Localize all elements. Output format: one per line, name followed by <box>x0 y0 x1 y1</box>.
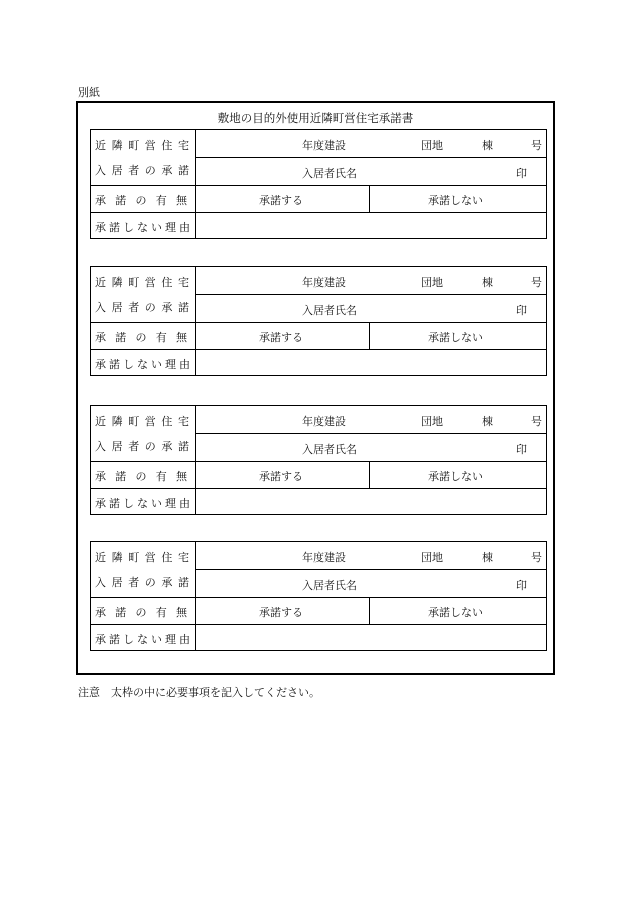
label-char: 無 <box>176 331 187 344</box>
divider <box>195 569 546 570</box>
label-char: 承 <box>95 331 106 344</box>
building-label: 棟 <box>482 139 493 152</box>
label-char: 無 <box>176 606 187 619</box>
number-label: 号 <box>531 415 542 428</box>
label-nearby-housing <box>95 137 189 153</box>
divider <box>91 597 546 598</box>
label-char: 町 <box>128 276 140 289</box>
attachment-label: 別紙 <box>78 86 100 99</box>
seal-label: 印 <box>516 167 527 180</box>
label-char: 者 <box>128 440 140 453</box>
label-char: 住 <box>161 139 173 152</box>
label-resident-consent <box>95 299 189 315</box>
label-char: 隣 <box>111 551 123 564</box>
label-resident-consent <box>95 162 189 178</box>
label-char: 居 <box>111 301 123 314</box>
label-char: 者 <box>128 301 140 314</box>
label-char: 町 <box>128 139 140 152</box>
consent-no-option[interactable]: 承諾しない <box>428 606 483 619</box>
consent-no-option[interactable]: 承諾しない <box>428 331 483 344</box>
label-char: 諾 <box>115 331 127 344</box>
label-char: 承 <box>95 606 106 619</box>
label-char: 宅 <box>177 139 189 152</box>
label-char: の <box>144 440 156 453</box>
divider <box>195 433 546 434</box>
year-built-label: 年度建設 <box>302 551 346 564</box>
divider <box>91 349 546 350</box>
number-label: 号 <box>531 276 542 289</box>
label-resident-consent <box>95 438 189 454</box>
resident-name-label: 入居者氏名 <box>302 304 357 317</box>
instruction-note: 注意 太枠の中に必要事項を記入してください。 <box>78 686 320 699</box>
danchi-label: 団地 <box>421 139 443 152</box>
consent-block <box>90 129 547 239</box>
label-char: の <box>144 576 156 589</box>
label-char: 住 <box>161 415 173 428</box>
label-consent-status <box>95 468 187 484</box>
seal-label: 印 <box>516 579 527 592</box>
label-consent-status <box>95 329 187 345</box>
label-char: の <box>144 301 156 314</box>
label-char: の <box>135 606 147 619</box>
label-char: 宅 <box>177 551 189 564</box>
divider <box>91 624 546 625</box>
number-label: 号 <box>531 139 542 152</box>
consent-yes-option[interactable]: 承諾する <box>259 606 303 619</box>
label-char: 近 <box>95 551 106 564</box>
label-char: 者 <box>128 576 140 589</box>
form-title: 敷地の目的外使用近隣町営住宅承諾書 <box>217 111 414 125</box>
divider <box>91 212 546 213</box>
label-char: 住 <box>161 551 173 564</box>
label-char: 居 <box>111 440 123 453</box>
label-nearby-housing <box>95 549 189 565</box>
label-resident-consent <box>95 574 189 590</box>
divider <box>195 542 196 650</box>
divider <box>369 597 370 624</box>
divider <box>195 406 196 514</box>
label-char: 承 <box>95 470 106 483</box>
label-char: 隣 <box>111 415 123 428</box>
consent-block <box>90 266 547 376</box>
label-char: 営 <box>144 139 156 152</box>
label-char: 承 <box>161 164 173 177</box>
label-char: 無 <box>176 470 187 483</box>
resident-name-label: 入居者氏名 <box>302 579 357 592</box>
consent-no-option[interactable]: 承諾しない <box>428 194 483 207</box>
label-char: 営 <box>144 276 156 289</box>
year-built-label: 年度建設 <box>302 415 346 428</box>
divider <box>91 322 546 323</box>
label-char: 町 <box>128 415 140 428</box>
label-char: 有 <box>155 470 167 483</box>
consent-yes-option[interactable]: 承諾する <box>259 194 303 207</box>
label-char: 諾 <box>115 470 127 483</box>
label-char: 承 <box>161 301 173 314</box>
building-label: 棟 <box>482 415 493 428</box>
danchi-label: 団地 <box>421 551 443 564</box>
label-char: の <box>135 194 147 207</box>
label-char: 入 <box>95 301 106 314</box>
divider <box>195 294 546 295</box>
label-char: 無 <box>176 194 187 207</box>
label-char: 営 <box>144 415 156 428</box>
label-char: 近 <box>95 415 106 428</box>
label-char: 入 <box>95 164 106 177</box>
label-char: 有 <box>155 331 167 344</box>
label-char: 諾 <box>115 606 127 619</box>
seal-label: 印 <box>516 304 527 317</box>
label-char: 承 <box>161 576 173 589</box>
label-char: 承 <box>95 194 106 207</box>
divider <box>91 461 546 462</box>
label-reason-no-consent: 承諾しない理由 <box>95 633 193 646</box>
label-char: 諾 <box>115 194 127 207</box>
building-label: 棟 <box>482 276 493 289</box>
label-char: 有 <box>155 194 167 207</box>
label-nearby-housing <box>95 274 189 290</box>
label-reason-no-consent: 承諾しない理由 <box>95 358 193 371</box>
label-char: 隣 <box>111 276 123 289</box>
year-built-label: 年度建設 <box>302 139 346 152</box>
label-char: 町 <box>128 551 140 564</box>
label-char: 宅 <box>177 415 189 428</box>
resident-name-label: 入居者氏名 <box>302 443 357 456</box>
consent-block <box>90 405 547 515</box>
divider <box>91 185 546 186</box>
label-nearby-housing <box>95 413 189 429</box>
label-reason-no-consent: 承諾しない理由 <box>95 221 193 234</box>
label-char: 住 <box>161 276 173 289</box>
label-char: の <box>144 164 156 177</box>
label-char: 居 <box>111 576 123 589</box>
year-built-label: 年度建設 <box>302 276 346 289</box>
divider <box>369 185 370 212</box>
label-consent-status <box>95 604 187 620</box>
label-char: 者 <box>128 164 140 177</box>
label-char: 諾 <box>177 301 189 314</box>
building-label: 棟 <box>482 551 493 564</box>
label-char: 諾 <box>177 576 189 589</box>
number-label: 号 <box>531 551 542 564</box>
label-char: 近 <box>95 139 106 152</box>
consent-form-frame <box>76 101 555 675</box>
divider <box>91 488 546 489</box>
divider <box>195 267 196 375</box>
consent-yes-option[interactable]: 承諾する <box>259 470 303 483</box>
label-char: 隣 <box>111 139 123 152</box>
label-consent-status <box>95 192 187 208</box>
resident-name-label: 入居者氏名 <box>302 167 357 180</box>
label-char: 営 <box>144 551 156 564</box>
label-char: 有 <box>155 606 167 619</box>
label-char: 入 <box>95 440 106 453</box>
label-char: の <box>135 470 147 483</box>
danchi-label: 団地 <box>421 415 443 428</box>
label-char: 居 <box>111 164 123 177</box>
divider <box>195 157 546 158</box>
divider <box>195 130 196 238</box>
label-char: の <box>135 331 147 344</box>
label-char: 諾 <box>177 440 189 453</box>
consent-yes-option[interactable]: 承諾する <box>259 331 303 344</box>
label-char: 諾 <box>177 164 189 177</box>
consent-no-option[interactable]: 承諾しない <box>428 470 483 483</box>
divider <box>369 322 370 349</box>
label-char: 承 <box>161 440 173 453</box>
label-char: 近 <box>95 276 106 289</box>
divider <box>369 461 370 488</box>
label-char: 宅 <box>177 276 189 289</box>
label-char: 入 <box>95 576 106 589</box>
label-reason-no-consent: 承諾しない理由 <box>95 497 193 510</box>
consent-block <box>90 541 547 651</box>
danchi-label: 団地 <box>421 276 443 289</box>
seal-label: 印 <box>516 443 527 456</box>
